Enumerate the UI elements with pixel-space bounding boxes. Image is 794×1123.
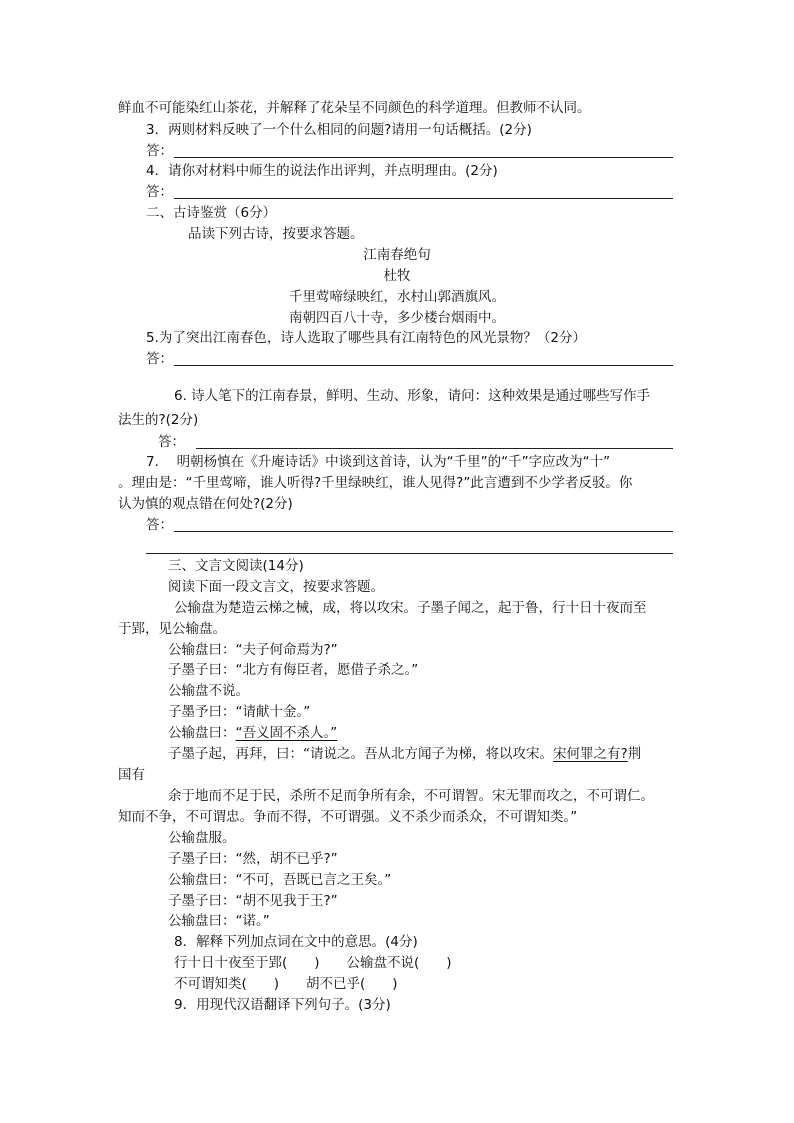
section-2-heading: 二、古诗鉴赏（6分） [146, 205, 277, 221]
dialogue-11: 公输盘曰：“诺。” [168, 913, 270, 929]
dialogue-9: 公输盘曰：“不可，吾既已言之王矣。” [168, 872, 392, 888]
question-8-items-2[interactable]: 不可谓知类( ) 胡不已乎( ) [174, 976, 398, 992]
dialogue-6-text: 子墨子起，再拜，曰：“请说之。吾从北方闻子为梯，将以攻宋。 [168, 746, 553, 762]
answer-line-3[interactable] [174, 157, 673, 158]
poem-line-2: 南朝四百八十寺，多少楼台烟雨中。 [289, 310, 505, 326]
answer-label-4: 答： [146, 184, 173, 200]
answer-line-6[interactable] [196, 448, 673, 449]
underlined-sentence-1: “吾义固不杀人。” [235, 725, 338, 741]
dialogue-5-speaker: 公输盘曰： [168, 725, 236, 741]
passage-para-1-line-1: 公输盘为楚造云梯之械，成，将以攻宋。子墨子闻之，起于鲁，行十日十夜而至 [174, 600, 647, 616]
dialogue-7: 公输盘服。 [168, 830, 236, 846]
dialogue-1: 公输盘曰：“夫子何命焉为?” [168, 642, 338, 658]
dialogue-8: 子墨子曰：“然，胡不已乎?” [168, 851, 338, 867]
question-6-line-1: 6. 诗人笔下的江南春景，鲜明、生动、形象，请问：这种效果是通过哪些写作手 [174, 388, 651, 404]
question-8: 8．解释下列加点词在文中的意思。(4分) [174, 934, 418, 950]
question-8-items-1[interactable]: 行十日十夜至于郢( ) 公输盘不说( ) [174, 955, 452, 971]
question-7-line-1: 7. 明朝杨慎在《升庵诗话》中谈到这首诗，认为“千里”的“千”字应改为“十” [146, 454, 611, 470]
answer-label-7: 答： [146, 517, 173, 533]
question-6-line-2: 法生的?(2分) [118, 412, 199, 428]
underlined-sentence-2: 宋何罪之有? [553, 746, 628, 762]
answer-line-7a[interactable] [174, 531, 673, 532]
question-4: 4．请你对材料中师生的说法作出评判，并点明理由。(2分) [146, 163, 498, 179]
dialogue-6-continued: 国有 [118, 767, 145, 783]
answer-label-6: 答： [158, 434, 185, 450]
dialogue-5 [168, 723, 337, 743]
answer-label-5: 答： [146, 351, 173, 367]
passage-para-2-line-2: 知而不争，不可谓忠。争而不得，不可谓强。义不杀少而杀众，不可谓知类。” [118, 809, 578, 825]
poem-line-1: 千里莺啼绿映红，水村山郭酒旗风。 [289, 289, 505, 305]
poem-author: 杜牧 [383, 268, 411, 284]
section-3-heading: 三、文言文阅读(14分) [168, 558, 304, 574]
answer-label-3: 答： [146, 143, 173, 159]
question-9: 9．用现代汉语翻译下列句子。(3分) [174, 997, 391, 1013]
dialogue-3: 公输盘不说。 [168, 683, 249, 699]
poem-title: 江南春绝句 [363, 247, 431, 263]
passage-para-2-line-1: 余于地而不足于民，杀所不足而争所有余，不可谓智。宋无罪而攻之，不可谓仁。 [168, 788, 654, 804]
question-7-line-2: 。理由是：“千里莺啼，谁人听得?千里绿映红，谁人见得?”此言遭到不少学者反驳。你 [118, 475, 633, 491]
section-2-instruction: 品读下列古诗，按要求答题。 [188, 226, 364, 242]
dialogue-2: 子墨子曰：“北方有侮臣者，愿借子杀之。” [168, 662, 419, 678]
dialogue-6-tail: 荆 [627, 746, 642, 762]
dialogue-4: 子墨予曰：“请献十金。” [168, 704, 311, 720]
answer-line-5[interactable] [174, 365, 673, 366]
question-5: 5.为了突出江南春色，诗人选取了哪些具有江南特色的风光景物？（2分） [146, 330, 586, 346]
passage-para-1-line-2: 于郢，见公输盘。 [118, 621, 226, 637]
answer-line-4[interactable] [174, 198, 673, 199]
dialogue-6 [168, 744, 641, 764]
section-3-instruction: 阅读下面一段文言文，按要求答题。 [168, 579, 384, 595]
answer-line-7b[interactable] [146, 553, 673, 554]
question-7-line-3: 认为慎的观点错在何处?(2分) [118, 496, 293, 512]
dialogue-10: 子墨子曰：“胡不见我于王?” [168, 893, 338, 909]
passage-continuation: 鲜血不可能染红山茶花，并解释了花朵呈不同颜色的科学道理。但教师不认同。 [118, 100, 591, 116]
question-3: 3．两则材料反映了一个什么相同的问题?请用一句话概括。(2分) [146, 122, 532, 138]
